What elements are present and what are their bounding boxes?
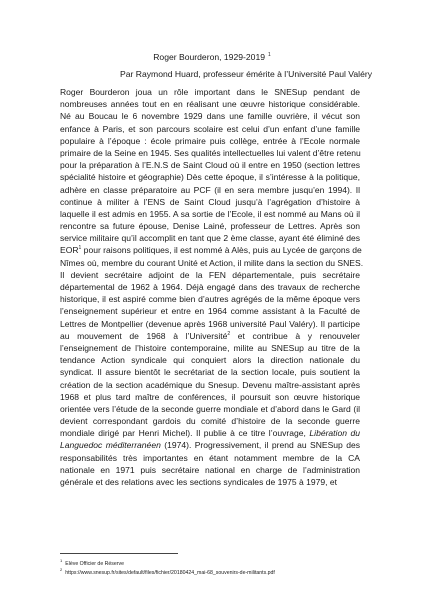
body-line: Il devient secrétaire adjoint de la FEN départementale, puis secrétaire: [60, 269, 360, 280]
footnote-2-link[interactable]: https://www.snesup.fr/sites/default/files/fichier/20180424_mai-68_souvenirs-de-militants.pdf: [65, 570, 275, 576]
book-title: Libération du: [309, 428, 361, 439]
footnote-2-marker: 2: [60, 567, 63, 572]
footnote-1-text: Elève Officier de Réserve: [65, 561, 124, 567]
body-line: enfance à Paris, et son parcours scolaire est celui d’un enfant d’une famille: [60, 123, 360, 134]
body-line: devient correspondant gardois du comité d’histoire de la seconde guerre: [60, 416, 360, 427]
body-line: création de la section académique du Snesup. Devenu maître-assistant après: [60, 379, 360, 390]
body-line: primaire de la Seine en 1945. Ses qualités intellectuelles lui valent d’être retenu: [60, 147, 361, 158]
body-line: laquelle il est admis en 1955. A sa sortie de l’Ecole, il est nommé au Mans où il: [60, 208, 360, 219]
title-footnote-marker: 1: [268, 52, 271, 58]
book-title: Languedoc méditerranéen: [60, 440, 161, 451]
body-line-segment: mondiale dirigé par Henri Michel). Il publie à ce titre l’ouvrage,: [60, 428, 310, 439]
body-line: générale et des relations avec les sections syndicales de 1975 à 1979, et: [60, 477, 338, 487]
body-line: nationale en 1971 puis secrétaire national en charge de l’administration: [60, 464, 360, 475]
body-line: départemental de 1962 à 1964. Déjà engagé dans des travaux de recherche: [60, 282, 360, 292]
body-line: orientée vers l’étude de la seconde guerre mondiale et d’abord dans le Gard (il: [60, 403, 360, 414]
footnote-separator: [60, 553, 178, 554]
body-line-segment: pour raisons politiques, il est nommé à Alès, puis au Lycée de garçons de: [81, 245, 362, 256]
body-line: populaire à l’époque : école primaire puis collège, entrée à l’Ecole normale: [60, 135, 360, 146]
body-line: l’enseignement supérieur et entre en 1964 comme assistant à la Faculté de: [60, 306, 360, 317]
inline-footnote-marker: 2: [227, 330, 231, 337]
body-line: historique, il est aspiré comme bien d’autres agrégés de la même époque vers: [60, 294, 360, 305]
title-text: Roger Bourderon, 1929-2019: [153, 52, 266, 62]
body-line: service militaire qu’il accomplit en tant que 2 ème classe, ayant été éliminé des: [60, 233, 360, 244]
author-line: Par Raymond Huard, professeur émérite à l’Université Paul Valéry: [120, 69, 373, 79]
inline-footnote-marker: 1: [78, 245, 82, 252]
body-line: syndicat. Il assure bientôt le secrétariat de la section locale, puis soutient la: [60, 367, 360, 378]
body-line: l’enseignement de l’histoire contemporaine, milite au SNESup au titre de la: [60, 342, 360, 353]
body-line: [60, 439, 360, 451]
body-line: responsabilités très importantes en étant notamment membre de la CA: [60, 452, 360, 463]
body-line: Lettres de Montpellier (devenue après 1968 université Paul Valéry). Il participe: [60, 318, 360, 329]
body-line: [60, 244, 360, 256]
body-line: nombreuses années tout en en réalisant une œuvre historique considérable.: [60, 99, 360, 110]
body-line: 1968 et plus tard maître de conférences, il poursuit son œuvre historique: [60, 391, 360, 402]
body-line: rencontre sa future épouse, Denise Lainé, professeur de Lettres. Après son: [60, 221, 360, 232]
body-line: [60, 330, 360, 342]
body-line: adhère en classe préparatoire au PCF (il en sera membre jusqu’en 1994). Il: [60, 184, 360, 195]
body-line: spécialité histoire et géographie) Dès cette époque, il s’intéresse à la politique,: [60, 172, 360, 183]
body-line: pour la préparation à l’E.N.S de Saint Cloud où il entre en 1950 (section lettres: [60, 160, 360, 171]
document-title: [0, 49, 424, 63]
body-line-segment: EOR: [60, 245, 79, 256]
body-line-segment: (1974). Progressivement, il prend au SNESup des: [160, 440, 360, 451]
body-line: Roger Bourderon joua un rôle important dans le SNESup pendant de: [60, 87, 360, 97]
body-line-segment: et contribue à y renouveler: [230, 330, 360, 341]
body-line-segment: au mouvement de 1968 à l’Université: [60, 330, 228, 341]
body-line: continue à militer à l’ENS de Saint Cloud jusqu’à l’agrégation d’histoire à: [60, 196, 360, 207]
footnote-2: [60, 566, 275, 577]
body-line: Nîmes où, membre du courant Unité et Action, il milite dans la section du SNES.: [60, 257, 364, 268]
body-line: Né au Boucau le 6 novembre 1929 dans une famille ouvrière, il vécut son: [60, 111, 360, 122]
body-line: tendance Action syndicale qui conquiert alors la direction nationale du: [60, 355, 360, 366]
body-paragraph: [60, 86, 364, 488]
footnote-1-marker: 1: [60, 558, 63, 563]
body-line: [60, 427, 360, 439]
